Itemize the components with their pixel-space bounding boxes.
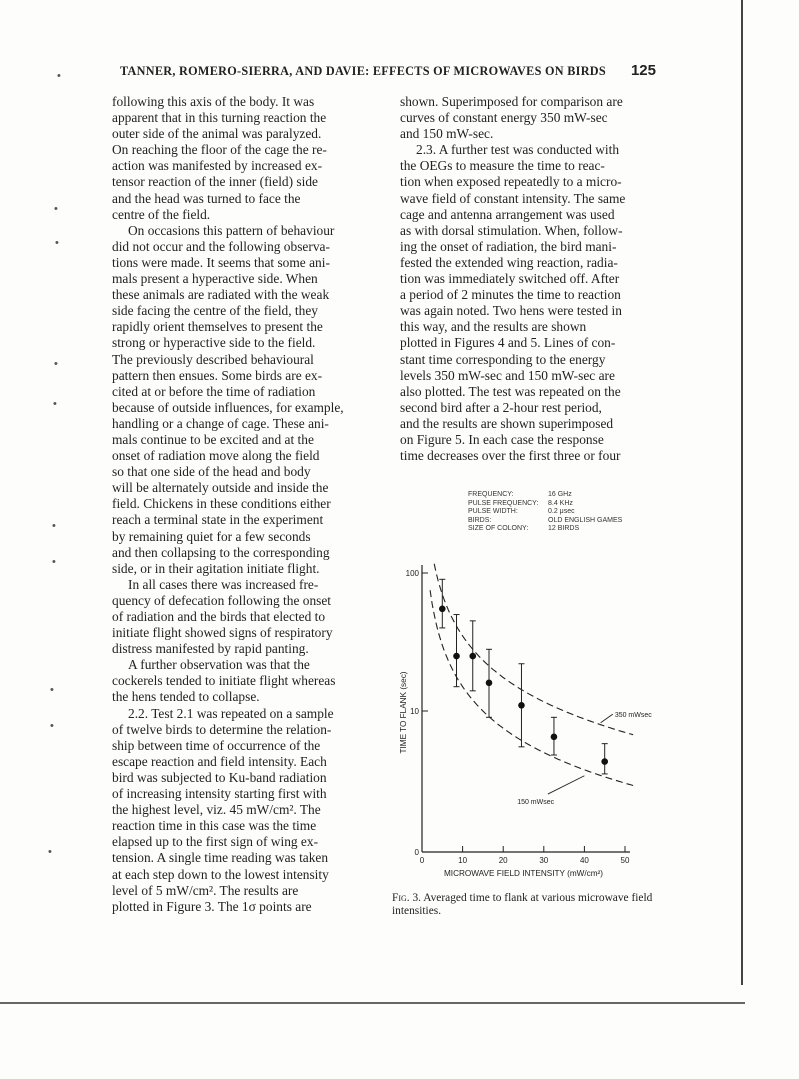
text-line: The previously described behavioural bbox=[112, 351, 314, 367]
text-line: following this axis of the body. It was bbox=[112, 94, 315, 109]
data-point bbox=[601, 758, 608, 765]
y-axis-label: TIME TO FLANK (sec) bbox=[399, 671, 408, 754]
text-line: this way, and the results are shown bbox=[400, 319, 587, 335]
text-line: cockerels tended to initiate flight whereas bbox=[112, 673, 336, 689]
paragraph bbox=[112, 657, 370, 705]
text-line: and then collapsing to the corresponding bbox=[112, 544, 330, 560]
leader-line bbox=[601, 714, 613, 723]
text-line: field. Chickens in these conditions either bbox=[112, 496, 331, 512]
text-line: reaction time in this case was the time bbox=[112, 818, 317, 834]
x-tick-label: 0 bbox=[419, 856, 425, 865]
text-line: 2.3. A further test was conducted with bbox=[416, 142, 620, 158]
x-tick-label: 40 bbox=[579, 856, 589, 865]
text-line: side facing the centre of the field, they bbox=[112, 303, 318, 319]
text-line: initiate flight showed signs of respiratory bbox=[112, 625, 333, 641]
paragraph bbox=[112, 577, 370, 657]
text-line: second bird after a 2-hour rest period, bbox=[400, 399, 602, 415]
text-line: levels 350 mW-sec and 150 mW-sec are bbox=[400, 367, 615, 383]
text-line: and the results are shown superimposed bbox=[400, 415, 614, 431]
text-line: tion when exposed repeatedly to a micro- bbox=[400, 174, 622, 190]
text-line: as with dorsal stimulation. When, follow- bbox=[400, 222, 623, 238]
text-line: plotted in Figures 4 and 5. Lines of con- bbox=[400, 335, 616, 351]
text-line: bird was subjected to Ku-band radiation bbox=[112, 769, 327, 785]
caption-text: Averaged time to flank at various microwave field intensities. bbox=[392, 892, 653, 917]
text-line: plotted in Figure 3. The 1σ points are bbox=[112, 898, 312, 914]
text-line: these animals are radiated with the weak bbox=[112, 287, 330, 303]
x-tick-label: 50 bbox=[620, 856, 630, 865]
text-line: tensor reaction of the inner (field) side bbox=[112, 174, 318, 190]
figure-caption bbox=[392, 892, 660, 918]
curve-label: 150 mWsec bbox=[517, 799, 555, 807]
x-tick-label: 10 bbox=[458, 856, 468, 865]
margin-mark: • bbox=[54, 203, 58, 215]
text-line: pattern then ensues. Some birds are ex- bbox=[112, 367, 323, 383]
text-line: the highest level, viz. 45 mW/cm². The bbox=[112, 802, 321, 818]
text-line: was again noted. Two hens were tested in bbox=[400, 303, 622, 319]
text-line: of radiation and the birds that elected to bbox=[112, 609, 326, 624]
text-line: 2.2. Test 2.1 was repeated on a sample bbox=[128, 705, 334, 721]
text-line: reach a terminal state in the experiment bbox=[112, 512, 324, 528]
data-point bbox=[518, 702, 525, 709]
text-line: the OEGs to measure the time to reac- bbox=[400, 158, 605, 174]
margin-mark: • bbox=[57, 70, 61, 82]
data-point bbox=[453, 653, 460, 660]
text-line: ing the onset of radiation, the bird mani- bbox=[400, 238, 617, 254]
parameter-value: 0.2 μsec bbox=[548, 508, 575, 516]
text-line: apparent that in this turning reaction the bbox=[112, 110, 327, 126]
text-line: time decreases over the first three or four bbox=[400, 448, 621, 464]
text-line: fested the extended wing reaction, radia- bbox=[400, 254, 618, 270]
y-tick-label: 0 bbox=[414, 848, 419, 857]
constant-energy-curve bbox=[430, 590, 633, 785]
parameter-key: PULSE WIDTH: bbox=[468, 508, 518, 516]
parameter-value: 8.4 KHz bbox=[548, 499, 573, 507]
margin-mark: • bbox=[52, 520, 56, 532]
text-line: cited at or before the time of radiation bbox=[112, 383, 316, 399]
text-line: strong or hyperactive side to the field. bbox=[112, 335, 316, 351]
page-number: 125 bbox=[630, 62, 656, 79]
parameter-value: 16 GHz bbox=[548, 491, 572, 498]
paragraph bbox=[112, 223, 370, 577]
margin-mark: • bbox=[50, 720, 54, 732]
text-line: In all cases there was increased fre- bbox=[128, 576, 319, 592]
text-line: escape reaction and field intensity. Each bbox=[112, 753, 327, 769]
data-point bbox=[551, 734, 558, 741]
text-line: distress manifested by rapid panting. bbox=[112, 641, 309, 657]
time-to-flank-chart bbox=[392, 488, 660, 888]
text-line: by remaining quiet for a few seconds bbox=[112, 528, 311, 544]
parameter-value: OLD ENGLISH GAMES bbox=[548, 516, 623, 524]
parameter-key: SIZE OF COLONY: bbox=[468, 525, 529, 533]
y-tick-label: 10 bbox=[410, 707, 419, 716]
y-tick-label: 100 bbox=[405, 569, 419, 578]
text-line: and 150 mW-sec. bbox=[400, 126, 494, 142]
running-head: TANNER, ROMERO-SIERRA, AND DAVIE: EFFECTS OF MICROWAVES ON BIRDS bbox=[120, 64, 606, 78]
leader-line bbox=[548, 776, 585, 794]
text-line: quency of defecation following the onset bbox=[112, 592, 332, 608]
text-line: centre of the field. bbox=[112, 206, 211, 222]
text-line: wave field of constant intensity. The same bbox=[400, 190, 626, 206]
paragraph bbox=[400, 94, 654, 142]
text-line: of twelve birds to determine the relation- bbox=[112, 721, 332, 737]
text-line: and the head was turned to face the bbox=[112, 190, 301, 206]
margin-mark: • bbox=[54, 358, 58, 370]
page-header bbox=[120, 62, 656, 82]
text-line: outer side of the animal was paralyzed. bbox=[112, 126, 322, 142]
page-edge-right bbox=[741, 0, 743, 985]
constant-energy-curve bbox=[434, 564, 633, 735]
data-point bbox=[439, 606, 446, 613]
text-line: will be alternately outside and inside the bbox=[112, 480, 329, 496]
text-line: handling or a change of cage. These ani- bbox=[112, 415, 329, 431]
data-point bbox=[469, 653, 476, 660]
text-line: stant time corresponding to the energy bbox=[400, 351, 606, 367]
x-tick-label: 20 bbox=[498, 856, 508, 865]
text-line: so that one side of the head and body bbox=[112, 464, 311, 480]
text-line: side, or in their agitation initiate flight. bbox=[112, 560, 320, 576]
text-line: onset of radiation move along the field bbox=[112, 448, 320, 464]
paragraph bbox=[112, 706, 370, 915]
text-line: did not occur and the following observa- bbox=[112, 238, 330, 254]
text-line: mals present a hyperactive side. When bbox=[112, 271, 318, 287]
text-line: on Figure 5. In each case the response bbox=[400, 431, 604, 447]
figure-3 bbox=[392, 488, 660, 928]
paragraph bbox=[400, 142, 654, 464]
text-line: tion was immediately switched off. After bbox=[400, 271, 620, 287]
text-line: mals continue to be excited and at the bbox=[112, 431, 314, 447]
text-line: On reaching the floor of the cage the re- bbox=[112, 142, 327, 158]
text-line: of increasing intensity starting first with bbox=[112, 786, 327, 802]
parameter-key: PULSE FREQUENCY: bbox=[468, 499, 539, 507]
text-line: because of outside influences, for example, bbox=[112, 399, 344, 415]
text-line: a period of 2 minutes the time to reaction bbox=[400, 287, 621, 303]
parameter-key: FREQUENCY: bbox=[468, 491, 514, 498]
text-line: rapidly orient themselves to present the bbox=[112, 319, 323, 335]
text-line: level of 5 mW/cm². The results are bbox=[112, 882, 299, 898]
parameter-value: 12 BIRDS bbox=[548, 525, 580, 533]
text-line: curves of constant energy 350 mW-sec bbox=[400, 110, 608, 126]
paragraph bbox=[112, 94, 370, 223]
text-line: A further observation was that the bbox=[128, 657, 310, 673]
text-line: On occasions this pattern of behaviour bbox=[128, 222, 335, 238]
caption-label: Fig. 3. bbox=[392, 892, 422, 904]
margin-mark: • bbox=[48, 846, 52, 858]
right-column bbox=[400, 94, 654, 464]
text-line: ship between time of occurrence of the bbox=[112, 737, 321, 753]
x-tick-label: 30 bbox=[539, 856, 549, 865]
text-line: tions were made. It seems that some ani- bbox=[112, 254, 330, 270]
data-point bbox=[486, 680, 493, 687]
text-line: the hens tended to collapse. bbox=[112, 689, 260, 705]
margin-mark: • bbox=[55, 237, 59, 249]
left-column bbox=[112, 94, 370, 915]
parameter-key: BIRDS: bbox=[468, 516, 492, 524]
text-line: elapsed up to the first sign of wing ex- bbox=[112, 834, 319, 850]
text-line: at each step down to the lowest intensity bbox=[112, 866, 329, 882]
text-line: tension. A single time reading was taken bbox=[112, 850, 329, 866]
curve-label: 350 mWsec bbox=[614, 712, 652, 720]
margin-mark: • bbox=[50, 684, 54, 696]
page-edge-bottom bbox=[0, 1002, 745, 1004]
margin-mark: • bbox=[52, 556, 56, 568]
text-line: also plotted. The test was repeated on the bbox=[400, 383, 621, 399]
text-line: action was manifested by increased ex- bbox=[112, 158, 323, 174]
text-line: cage and antenna arrangement was used bbox=[400, 206, 615, 222]
margin-mark: • bbox=[53, 398, 57, 410]
x-axis-label: MICROWAVE FIELD INTENSITY (mW/cm²) bbox=[443, 869, 604, 878]
text-line: shown. Superimposed for comparison are bbox=[400, 94, 623, 109]
